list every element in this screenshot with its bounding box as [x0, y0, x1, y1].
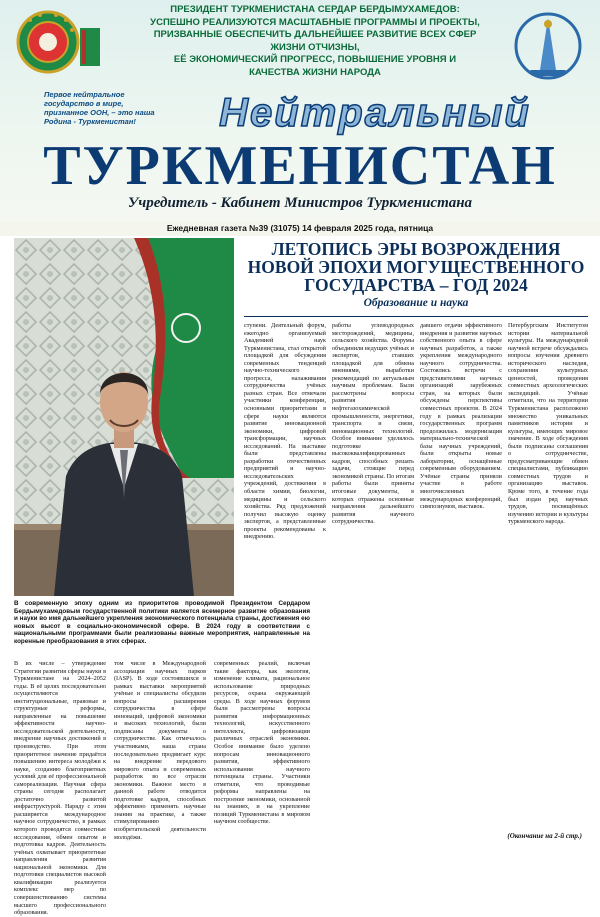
article-column-7: Петербургским Институтом истории материальной культуры. На международной научной встрече обсуждались вопросы изучения древнего исторического наследия, сохранения культурных ценностей, проведения совместных археологических экспедиций. Учёные отметили, что на территории Туркменистана расположено множество уникальных памятников истории и культуры, имеющих мировое значение. В ходе обсуждения были подписаны соглашения о сотрудничестве, предусматривающие обмен специалистами, публикацию совместных трудов и организацию выставок. Кроме того, в течение года был издан ряд научных трудов, посвящённых изучению истории и культуры туркменского народа. — [508, 322, 588, 526]
headline-line: НОВОЙ ЭПОХИ МОГУЩЕСТВЕННОГО — [247, 257, 585, 277]
neutrality-note: Первое нейтральное государство в мире, признанное ООН, – это наша Родина - Туркменистан! — [44, 90, 155, 126]
slogan-line: ПРИЗВАННЫЕ ОБЕСПЕЧИТЬ ДАЛЬНЕЙШЕЕ РАЗВИТИЕ ВСЕХ СФЕР ЖИЗНИ ОТЧИЗНЫ, — [153, 29, 477, 53]
issue-line: Ежедневная газета №39 (31075) 14 февраля 2025 года, пятница — [166, 223, 434, 233]
divider — [244, 316, 588, 317]
continuation-note: (Окончание на 2-й стр.) — [507, 832, 582, 840]
headline-line: ГОСУДАРСТВА – ГОД 2024 — [304, 275, 528, 295]
newspaper-title-line2: ТУРКМЕНИСТАН — [43, 135, 557, 197]
president-photo — [14, 238, 234, 596]
article-column-3: современных реалий, включая такие факторы, как экология, изменение климата, рациональное использование природных ресурсов, охрана окружающей среды. В ходе научных форумов были рассмотрены вопросы развития информационных технологий, искусственного интеллекта, цифровизации различных отраслей экономики. Особое внимание было уделено вопросам инновационного развития, эффективного использования научного потенциала страны. Участники отметили, что проводимые реформы направлены на построение экономики, основанной на знаниях, и на укрепление позиций Туркменистана в мировом научном сообществе. — [214, 660, 310, 826]
headline-line: ЛЕТОПИСЬ ЭРЫ ВОЗРОЖДЕНИЯ — [271, 239, 561, 259]
slogan-line: ПРЕЗИДЕНТ ТУРКМЕНИСТАНА СЕРДАР БЕРДЫМУХАМЕДОВ: — [170, 4, 460, 15]
founder-line: Учредитель - Кабинет Министров Туркменистана — [127, 195, 473, 211]
article-column-6: давшего отдачи эффективного внедрения и развития научных собственного опыта в сфере научных разработок, а также укрепления международного научного сотрудничества. Состоялись встречи с представителями научных организаций зарубежных стран, на которых были обсуждены перспективы совместных проектов. В 2024 году в рамках реализации государственных программ продолжилась модернизация материально-технической базы научных учреждений, были открыты новые лаборатории, оснащённые современным оборудованием. Учёные страны приняли участие в работе многочисленных международных конференций, симпозиумов, выставок. — [420, 322, 502, 511]
article-rubric: Образование и наука — [363, 297, 469, 309]
newspaper-title-line1: Нейтральный — [219, 91, 531, 135]
article-headline — [244, 240, 588, 294]
presidential-slogan — [150, 4, 480, 80]
article-lead: В современную эпоху одним из приоритетов проводимой Президентом Сердаром Бердымухамедовым государственной политики является всемерное развитие образования и науки во имя дальнейшего укрепления экономического потенциала страны, достижения ею новых высот в социально-экономической сфере. В 2024 году в соответствии с национальными программами были реализованы важные мероприятия, направленные на коренные преобразования в этих сферах. — [14, 600, 310, 645]
article-column-1: В их числе – утверждение Стратегии развития сферы науки в Туркменистане на 2024–2052 годы. В её целях последовательно осуществляются институциональные, правовые и структурные реформы, направленные на повышение эффективности научно-исследовательской деятельности, внедрение научных достижений в производство. При этом приоритетное значение придаётся повышению интереса молодёжи к науке, созданию благоприятных условий для её профессиональной самореализации. Научная сфера страны сегодня располагает достаточно развитой инфраструктурой. Наряду с этим расширяется международное научное сотрудничество, в рамках которого проводятся совместные исследования, обмен опытом и подготовка кадров. Деятельность учёных охватывает приоритетные направления развития национальной экономики. Для подготовки специалистов высокой квалификации реализуется комплекс мер по совершенствованию системы высшего профессионального образования. — [14, 660, 106, 917]
neutrality-monument-icon — [504, 10, 592, 82]
masthead — [0, 0, 600, 228]
article-column-2: том числе в Международной ассоциации научных парков (IASP). В ходе состоявшихся в рамках выставки мероприятий учёные и специалисты обсудили вопросы расширения сотрудничества в сфере инноваций, цифровой экономики и высоких технологий, были подписаны документы о сотрудничестве. Как отмечалось участниками, наша страна последовательно продвигает курс на внедрение передового мирового опыта и современных разработок во все отрасли экономики. Важное место в данной работе отводится подготовке кадров, способных эффективно применять научные знания на практике, а также стимулированию изобретательской деятельности молодёжи. — [114, 660, 206, 841]
article-column-5: работы углеводородных месторождений, медицины, сельского хозяйства. Форумы объединили ведущих учёных и экспертов, ставших площадкой для обмена мнениями, выработки рекомендаций по актуальным научным проблемам. Были рассмотрены вопросы развития нефтегазохимической промышленности, энергетики, транспорта и связи, инновационных технологий. Особое внимание уделялось подготовке высококвалифицированных кадров, способных решать задачи, стоящие перед экономикой страны. По итогам работы были приняты итоговые документы, в которых отражены основные направления дальнейшего развития научного сотрудничества. — [332, 322, 414, 526]
article-column-4: ступени. Деятельный форум, ежегодно организуемый Академией наук Туркменистана, стал открытой площадкой для обсуждения современных тенденций научно-технического прогресса, налаживания сотрудничества учёных разных стран. Все отмечали участники конференции, основными приоритетами в сфере науки являются развитие инновационной экономики, цифровой трансформации, научных исследований. На выставке были представлены разработки отечественных предприятий и научно-исследовательских учреждений, достижения в области химии, биологии, медицины и сельского хозяйства. Ряд предложений получил высокую оценку экспертов, а представленные проекты рекомендованы к внедрению. — [244, 322, 326, 541]
slogan-line: УСПЕШНО РЕАЛИЗУЮТСЯ МАСШТАБНЫЕ ПРОГРАММЫ И ПРОЕКТЫ, — [150, 16, 480, 28]
state-emblem-icon — [8, 8, 104, 84]
slogan-line: ЕЁ ЭКОНОМИЧЕСКИЙ ПРОГРЕСС, ПОВЫШЕНИЕ УРОВНЯ И КАЧЕСТВА ЖИЗНИ НАРОДА — [173, 54, 457, 78]
